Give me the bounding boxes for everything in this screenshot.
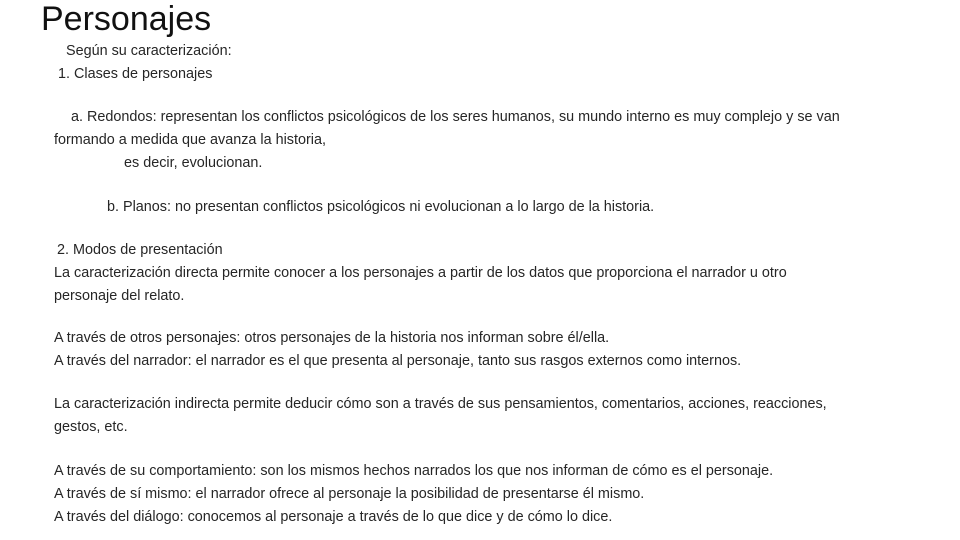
indirecta-paragraph: La caracterización indirecta permite deducir cómo son a través de sus pensamientos, comentarios, acciones, reacciones, bbox=[54, 396, 827, 412]
directa-paragraph-cont: personaje del relato. bbox=[54, 288, 185, 304]
indirecta-comportamiento: A través de su comportamiento: son los mismos hechos narrados los que nos informan de cómo es el personaje. bbox=[54, 463, 774, 479]
item-redondos: a. Redondos: representan los conflictos psicológicos de los seres humanos, su mundo interno es muy complejo y se van bbox=[71, 109, 840, 125]
indirecta-dialogo: A través del diálogo: conocemos al personaje a través de lo que dice y de cómo lo dice. bbox=[54, 509, 613, 525]
section-heading-clases: 1. Clases de personajes bbox=[58, 66, 213, 82]
indirecta-paragraph-cont: gestos, etc. bbox=[54, 419, 128, 435]
section-heading-modos: 2. Modos de presentación bbox=[57, 242, 223, 258]
directa-paragraph: La caracterización directa permite conocer a los personajes a partir de los datos que proporciona el narrador u otro bbox=[54, 265, 787, 281]
item-planos: b. Planos: no presentan conflictos psicológicos ni evolucionan a lo largo de la historia. bbox=[107, 199, 655, 215]
directa-otros: A través de otros personajes: otros personajes de la historia nos informan sobre él/ella. bbox=[54, 330, 610, 346]
slide-title: Personajes bbox=[41, 0, 212, 38]
indirecta-si-mismo: A través de sí mismo: el narrador ofrece al personaje la posibilidad de presentarse él mismo. bbox=[54, 486, 645, 502]
intro-line: Según su caracterización: bbox=[66, 43, 232, 59]
item-redondos-cont: formando a medida que avanza la historia, bbox=[54, 132, 326, 148]
item-redondos-cont-2: es decir, evolucionan. bbox=[124, 155, 263, 171]
directa-narrador: A través del narrador: el narrador es el que presenta al personaje, tanto sus rasgos externos como internos. bbox=[54, 353, 742, 369]
